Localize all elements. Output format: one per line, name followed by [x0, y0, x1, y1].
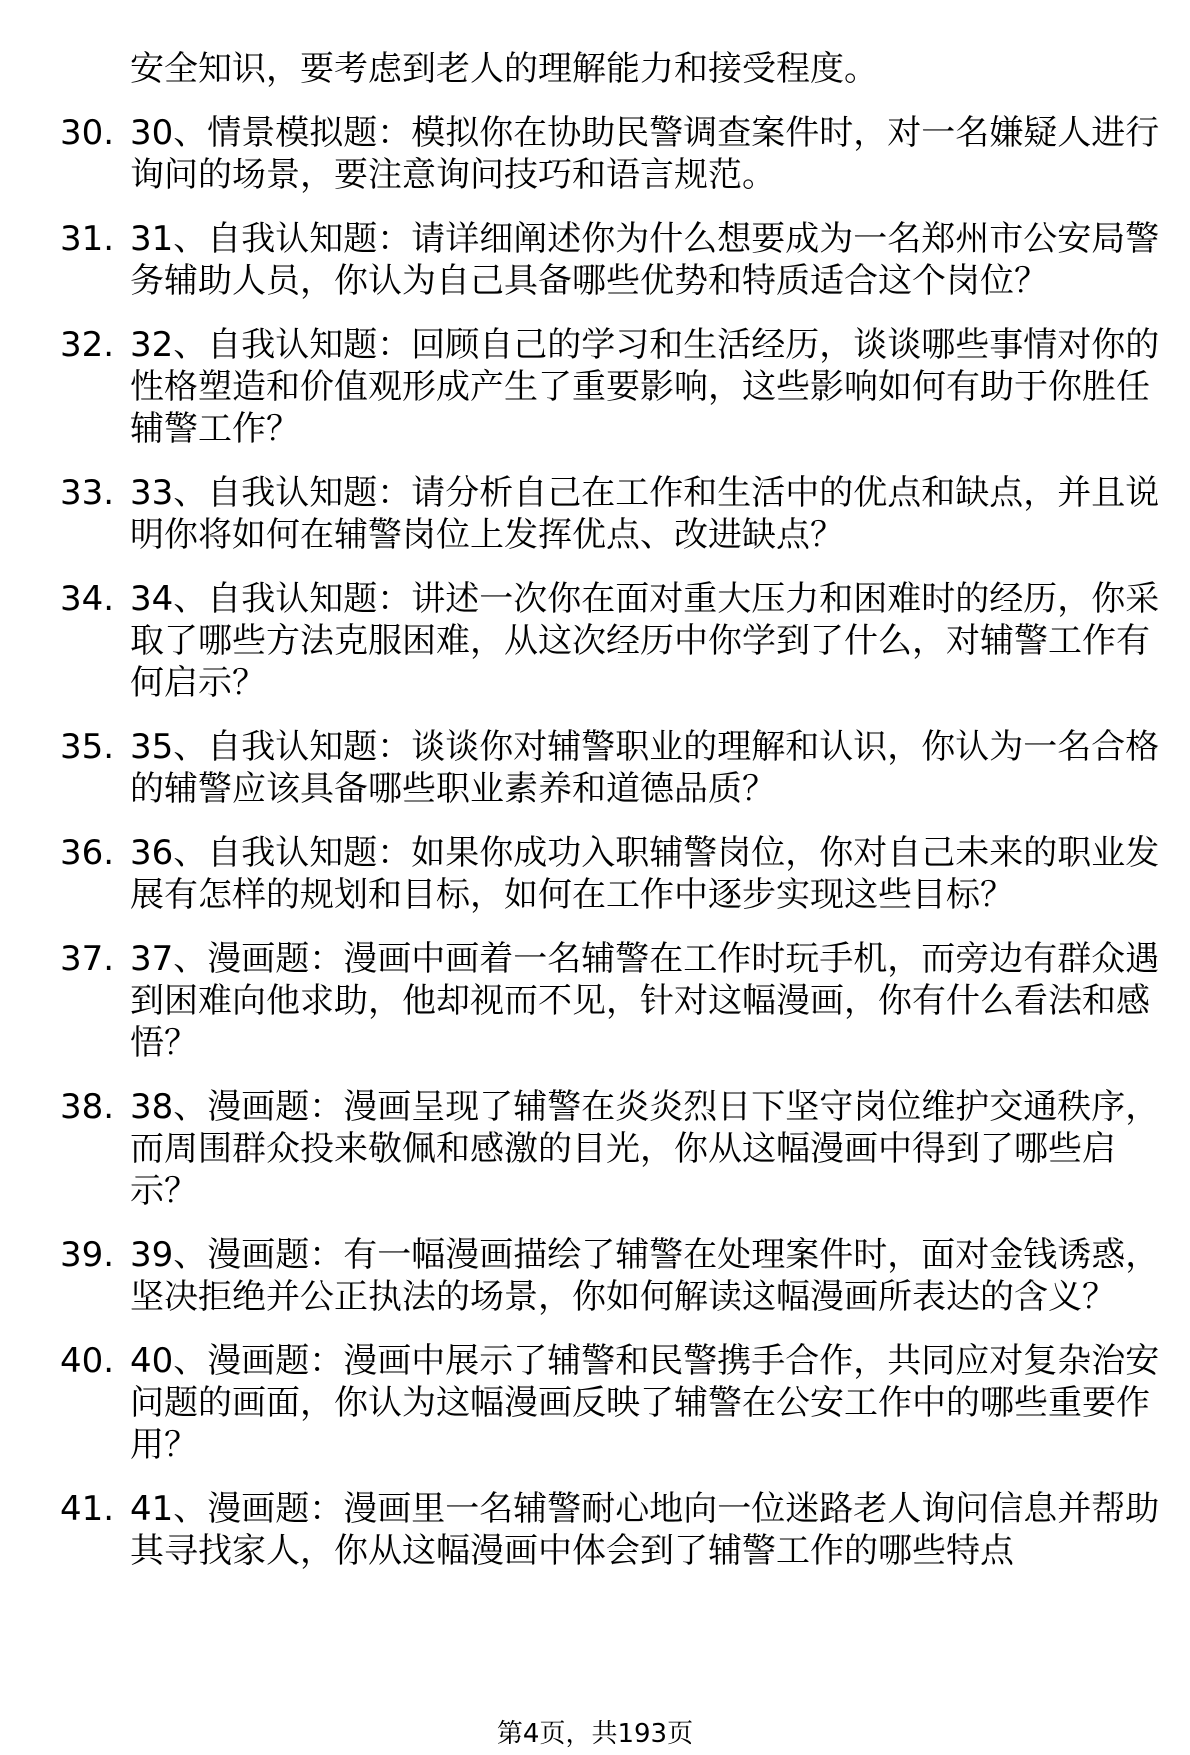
list-item — [60, 472, 1160, 556]
list-item-number: 41. — [60, 1489, 115, 1529]
list-item-number: 36. — [60, 833, 115, 873]
list-item — [60, 1488, 1160, 1572]
list-item — [60, 578, 1160, 704]
list-item-number: 39. — [60, 1235, 115, 1275]
list-item-text: 32、自我认知题：回顾自己的学习和生活经历，谈谈哪些事情对你的性格塑造和价值观形成产生了重要影响，这些影响如何有助于你胜任辅警工作？ — [130, 325, 1160, 449]
list-item-text: 40、漫画题：漫画中展示了辅警和民警携手合作，共同应对复杂治安问题的画面，你认为这幅漫画反映了辅警在公安工作中的哪些重要作用？ — [130, 1341, 1160, 1465]
list-item-text: 39、漫画题：有一幅漫画描绘了辅警在处理案件时，面对金钱诱惑，坚决拒绝并公正执法的场景，你如何解读这幅漫画所表达的含义？ — [130, 1235, 1160, 1317]
list-item-number: 33. — [60, 473, 115, 513]
list-item-text: 34、自我认知题：讲述一次你在面对重大压力和困难时的经历，你采取了哪些方法克服困难，从这次经历中你学到了什么，对辅警工作有何启示？ — [130, 579, 1160, 703]
list-item-text: 38、漫画题：漫画呈现了辅警在炎炎烈日下坚守岗位维护交通秩序，而周围群众投来敬佩和感激的目光，你从这幅漫画中得到了哪些启示？ — [130, 1087, 1160, 1211]
list-item-number: 38. — [60, 1087, 115, 1127]
list-item — [60, 1340, 1160, 1466]
list-item — [60, 1086, 1160, 1212]
list-item — [60, 832, 1160, 916]
list-item-number: 40. — [60, 1341, 115, 1381]
list-item — [60, 726, 1160, 810]
list-item-text: 35、自我认知题：谈谈你对辅警职业的理解和认识，你认为一名合格的辅警应该具备哪些职业素养和道德品质？ — [130, 727, 1160, 809]
list-item-text: 41、漫画题：漫画里一名辅警耐心地向一位迷路老人询问信息并帮助其寻找家人，你从这幅漫画中体会到了辅警工作的哪些特点 — [130, 1489, 1160, 1571]
list-item-text: 37、漫画题：漫画中画着一名辅警在工作时玩手机，而旁边有群众遇到困难向他求助，他却视而不见，针对这幅漫画，你有什么看法和感悟？ — [130, 939, 1160, 1063]
list-item-number: 37. — [60, 939, 115, 979]
list-item — [60, 218, 1160, 302]
list-item-text: 33、自我认知题：请分析自己在工作和生活中的优点和缺点，并且说明你将如何在辅警岗位上发挥优点、改进缺点？ — [130, 473, 1160, 555]
list-item-number: 31. — [60, 219, 115, 259]
list-item — [60, 112, 1160, 196]
list-item-number: 30. — [60, 113, 115, 153]
list-item — [60, 324, 1160, 450]
continued-paragraph: 安全知识，要考虑到老人的理解能力和接受程度。 — [130, 49, 878, 89]
list-item-number: 35. — [60, 727, 115, 767]
document-content — [60, 48, 1160, 1594]
page-footer: 第4页，共193页 — [496, 1719, 694, 1749]
list-item-text: 31、自我认知题：请详细阐述你为什么想要成为一名郑州市公安局警务辅助人员，你认为自己具备哪些优势和特质适合这个岗位？ — [130, 219, 1160, 301]
list-item-number: 34. — [60, 579, 115, 619]
list-item-text: 36、自我认知题：如果你成功入职辅警岗位，你对自己未来的职业发展有怎样的规划和目标，如何在工作中逐步实现这些目标？ — [130, 833, 1160, 915]
list-item-text: 30、情景模拟题：模拟你在协助民警调查案件时，对一名嫌疑人进行询问的场景，要注意询问技巧和语言规范。 — [130, 113, 1160, 195]
list-item — [60, 938, 1160, 1064]
list-item — [60, 1234, 1160, 1318]
list-item-number: 32. — [60, 325, 115, 365]
